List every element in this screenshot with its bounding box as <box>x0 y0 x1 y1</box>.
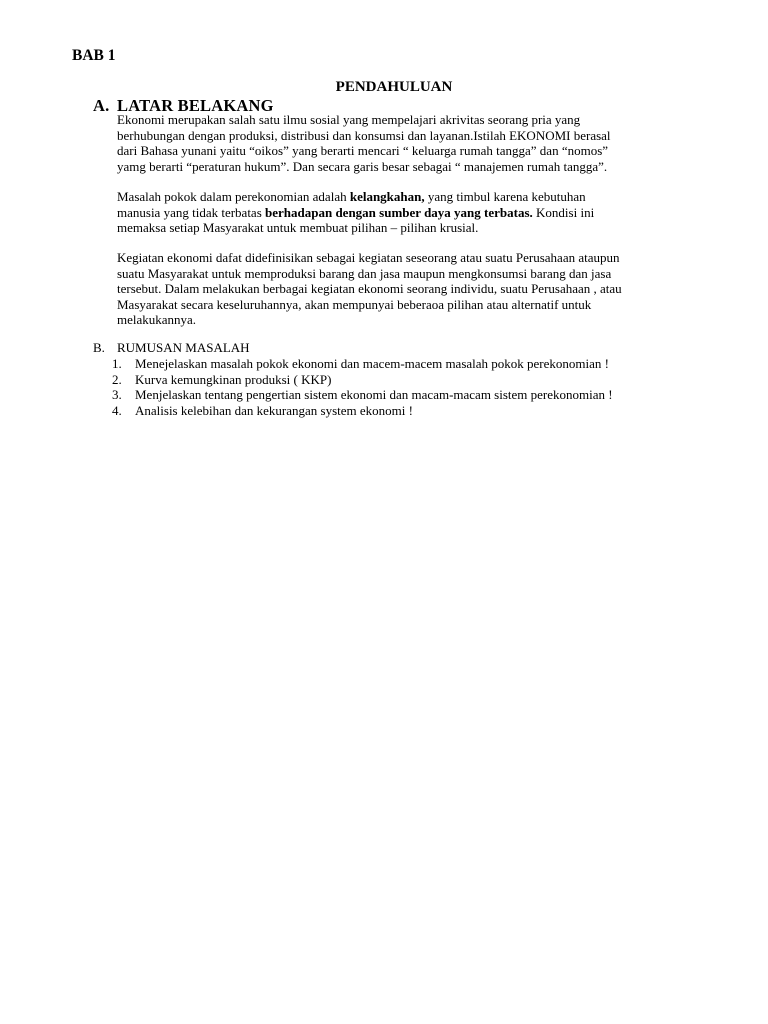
paragraph-2 <box>117 189 594 236</box>
list-number: 4. <box>112 402 122 418</box>
paragraph-line: memaksa setiap Masyarakat untuk membuat pilihan – pilihan krusial. <box>117 220 479 236</box>
text-run: yang timbul karena kebutuhan <box>424 189 586 204</box>
paragraph-line: melakukannya. <box>117 312 197 328</box>
text-run: manusia yang tidak terbatas <box>117 204 266 220</box>
text-run: Kondisi ini <box>532 204 595 220</box>
paragraph-line: tersebut. Dalam melakukan berbagai kegiatan ekonomi seorang individu, suatu Perusahaan , atau <box>117 281 622 297</box>
chapter-label: BAB 1 <box>72 47 116 64</box>
paragraph-1 <box>117 112 611 174</box>
list-item <box>112 356 613 372</box>
paragraph-line: Masyarakat secara keseluruhannya, akan mempunyai beberaoa pilihan atau alternatif untuk <box>117 296 592 312</box>
section-b-heading <box>93 340 250 356</box>
list-item <box>112 372 613 388</box>
section-a-title: LATAR BELAKANG <box>117 96 274 115</box>
bold-term: kelangkahan, <box>349 189 425 204</box>
paragraph-line: yamg berarti “peraturan hukum”. Dan secara garis besar sebagai “ manajemen rumah tangga”. <box>117 158 608 174</box>
section-a-number: A. <box>93 96 110 115</box>
chapter-title: PENDAHULUAN <box>335 79 453 95</box>
list-item <box>112 387 613 403</box>
text-run: Masalah pokok dalam perekonomian adalah <box>117 189 350 204</box>
paragraph-3 <box>117 250 622 328</box>
list-item <box>112 403 613 419</box>
list-text: Analisis kelebihan dan kekurangan system ekonomi ! <box>135 402 413 418</box>
paragraph-line: berhubungan dengan produksi, distribusi dan konsumsi dan layanan.Istilah EKONOMI berasal <box>117 127 611 143</box>
list-number: 3. <box>112 387 122 403</box>
paragraph-line: Kegiatan ekonomi dafat didefinisikan sebagai kegiatan seseorang atau suatu Perusahaan ataupun <box>117 250 620 265</box>
list-text: Kurva kemungkinan produksi ( KKP) <box>135 371 332 387</box>
problem-list <box>112 356 613 418</box>
bold-phrase: berhadapan dengan sumber daya yang terbatas. <box>265 204 533 220</box>
paragraph-line: Ekonomi merupakan salah satu ilmu sosial yang mempelajari akrivitas seorang pria yang <box>117 112 581 127</box>
section-b-number: B. <box>93 340 105 355</box>
paragraph-line: dari Bahasa yunani yaitu “oikos” yang berarti mencari “ keluarga rumah tangga” dan “nomos” <box>117 143 609 159</box>
paragraph-line: suatu Masyarakat untuk memproduksi barang dan jasa maupun mengkonsumsi barang dan jasa <box>117 265 612 281</box>
paragraph-line <box>117 205 594 221</box>
list-text: Menejelaskan masalah pokok ekonomi dan macem-macem masalah pokok perekonomian ! <box>135 356 609 371</box>
section-b-title: RUMUSAN MASALAH <box>117 340 250 355</box>
list-text: Menjelaskan tentang pengertian sistem ekonomi dan macam-macam sistem perekonomian ! <box>135 387 613 403</box>
list-number: 1. <box>112 356 122 371</box>
paragraph-line <box>117 189 594 205</box>
list-number: 2. <box>112 371 122 387</box>
